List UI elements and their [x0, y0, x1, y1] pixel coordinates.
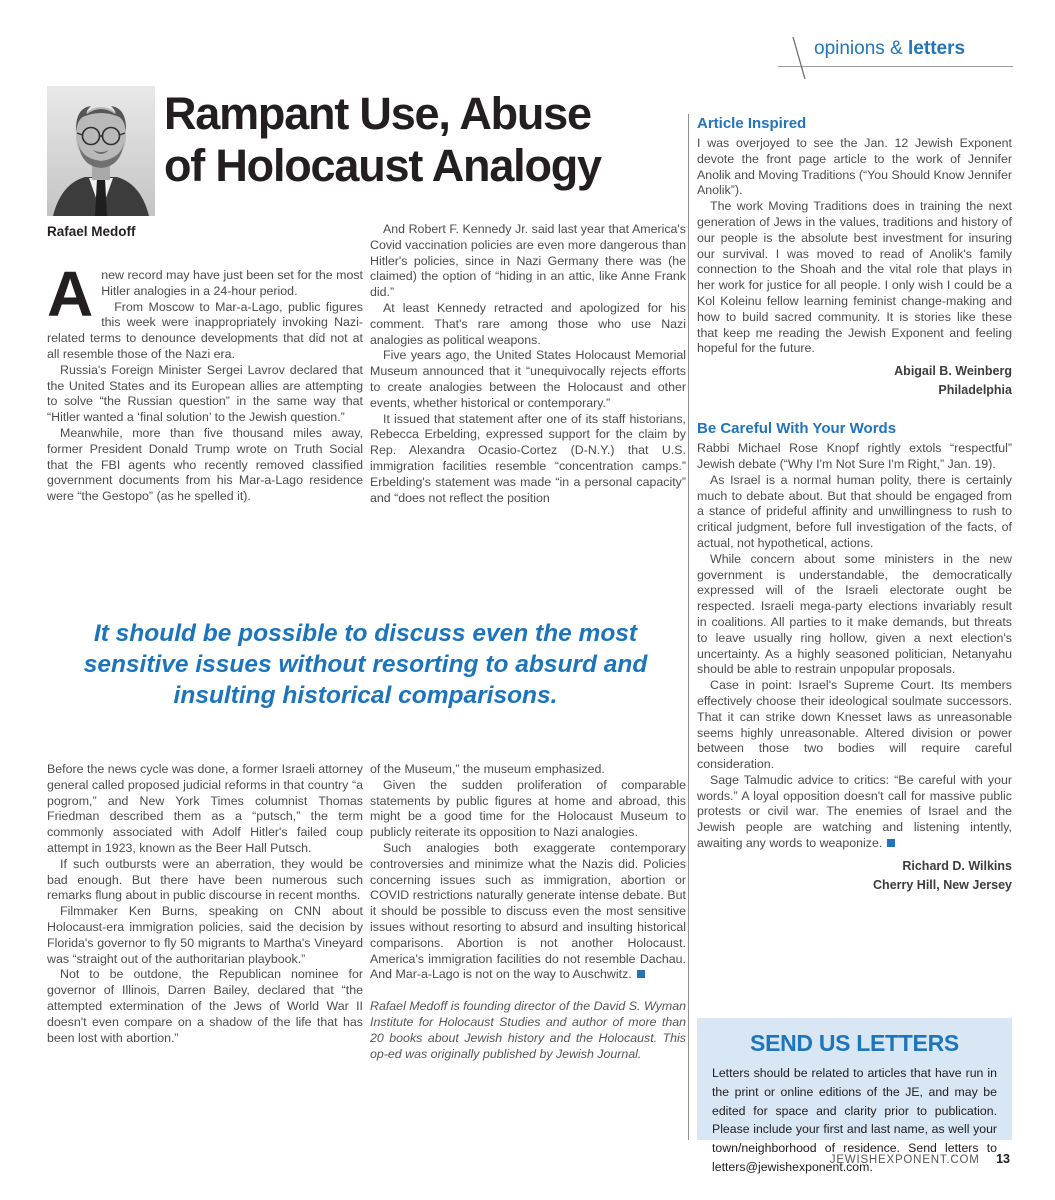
letters-column	[697, 115, 1012, 905]
signature-name: Richard D. Wilkins	[902, 858, 1012, 873]
signature-location: Philadelphia	[938, 383, 1012, 398]
article-paragraph: Filmmaker Ken Burns, speaking on CNN about Holocaust-era immigration policies, said the decision by Florida's governor to fly 50 migrants to Martha's Vineyard was “straight out of the authoritarian playbook.”	[47, 904, 363, 966]
column-divider	[688, 114, 689, 1140]
signature-name: Abigail B. Weinberg	[894, 364, 1012, 379]
author-bio: Rafael Medoff is founding director of the David S. Wyman Institute for Holocaust Studies and author of more than 20 books about Jewish history and the Holocaust. This op-ed was originally published by Jewish Journal.	[370, 999, 686, 1061]
pull-quote: It should be possible to discuss even the most sensitive issues without resorting to absurd and insulting historical comparisons.	[83, 620, 648, 709]
letter-heading-article-inspired: Article Inspired	[697, 115, 807, 132]
section-title-light: opinions &	[814, 38, 903, 59]
article-paragraph: Given the sudden proliferation of comparable statements by public figures at home and abroad, this might be a good time for the Holocaust Museum to publicly reiterate its opposition to Nazi analogies.	[370, 777, 686, 840]
article-paragraph: new record may have just been set for the most Hitler analogies in a 24-hour period.	[101, 268, 363, 298]
article-column-2-upper	[370, 222, 686, 506]
letter-signature	[697, 857, 1012, 895]
letter-paragraph: As Israel is a normal human polity, there is certainly much to debate about. But that should be engaged from a stance of prideful affinity and unwillingness to rush to critical judgment, before full investigation of the facts, of actual, not hypothetical, actions.	[697, 472, 1012, 550]
drop-cap: A	[47, 258, 94, 330]
article-paragraph-text: Such analogies both exaggerate contemporary controversies and minimize what the Nazis did. Policies concerning issues such as immigration, abortion or COVID restrictions naturally generate intense debate. But it should be possible to discuss even the most sensitive issues without resorting to absurd and insulting historical comparisons. Abortion is not another Holocaust. America's immigration facilities do not resemble Dachau. And Mar-a-Lago is not on the way to Auschwitz.	[370, 840, 686, 982]
letter-paragraph	[697, 773, 1012, 852]
letter-paragraph: Rabbi Michael Rose Knopf rightly extols “respectful” Jewish debate (“Why I'm Not Sure I'm Right,” Jan. 19).	[697, 441, 1012, 471]
author-photo	[47, 86, 155, 216]
article-paragraph: Russia's Foreign Minister Sergei Lavrov declared that the United States and its European allies are attempting to solve “the Russian question” in the same way that “Hitler wanted a ‘final solution’ to the Jewish question.”	[47, 362, 363, 425]
letter-body	[697, 136, 1012, 357]
article-paragraph: It issued that statement after one of its staff historians, Rebecca Erbelding, expressed support for the claim by Rep. Alexandra Ocasio-Cortez (D-N.Y.) that U.S. immigration facilities resemble “concentration camps.” Erbelding's statement was made “in a personal capacity” and “does not reflect the position	[370, 411, 686, 505]
article-paragraph: And Robert F. Kennedy Jr. said last year that America's Covid vaccination policies are even more dangerous than Hitler's policies, since in Nazi Germany there was (he claimed) the option of “hiding in an attic, like Anne Frank did.”	[370, 222, 686, 300]
article-column-2-lower	[370, 762, 686, 1062]
article-paragraph	[370, 841, 686, 983]
letter-paragraph: Case in point: Israel's Supreme Court. Its members effectively choose their ideological soulmate successors. That it can strike down Knesset laws as unreasonable seems highly unreasonable. Altered division or power between those two bodies will require careful consideration.	[697, 678, 1012, 772]
article-paragraph: Five years ago, the United States Holocaust Memorial Museum announced that it “unequivocally rejects efforts to create analogies between the Holocaust and other events, whether historical or contemporary.”	[370, 348, 686, 410]
article-paragraph: Meanwhile, more than five thousand miles away, former President Donald Trump wrote on Truth Social that the FBI agents who recently removed classified government documents from his Mar-a-Lago residence were “the Gestopo” (as he spelled it).	[47, 425, 363, 504]
header-slash-line	[792, 36, 806, 80]
header-rule	[778, 66, 1013, 67]
letter-end-mark	[887, 839, 895, 847]
headline-line2: of Holocaust Analogy	[164, 139, 601, 191]
letter-paragraph: The work Moving Traditions does in training the next generation of Jews in the values, traditions and history of our people is the absolute best investment for insuring our survival. I was moved to read of Anolik's family connection to the Shoah and the vital role that plays in her work for justice for all people. I only wish I could be a Kol Koleinu fellow learning feminist change-making and how to build sacred community. It is stories like these that keep me reading the Jewish Exponent and feeling hopeful for the future.	[697, 199, 1012, 356]
article-paragraph: If such outbursts were an aberration, they would be bad enough. But there have been numerous such remarks flung about in public discourse in recent months.	[47, 856, 363, 903]
headline-line1: Rampant Use, Abuse	[164, 88, 591, 139]
footer-site-name: JEWISHEXPONENT.COM	[829, 1154, 980, 1166]
letter-body	[697, 441, 1012, 852]
signature-location: Cherry Hill, New Jersey	[873, 877, 1012, 892]
article-headline	[164, 88, 694, 192]
article-paragraph: At least Kennedy retracted and apologized for his comment. That's rare among those who use Nazi analogies as political weapons.	[370, 300, 686, 347]
section-header	[778, 30, 1013, 78]
footer-page-number: 13	[996, 1152, 1010, 1166]
article-paragraph: From Moscow to Mar-a-Lago, public figures this week were inappropriately invoking Nazi-related terms to denounce developments that did not at all resemble those of the Nazi era.	[47, 299, 363, 361]
article-paragraph: of the Museum,” the museum emphasized.	[370, 762, 605, 776]
article-column-1-upper	[47, 258, 363, 505]
section-title-bold: letters	[908, 38, 966, 59]
send-us-letters-body: Letters should be related to articles that have run in the print or online editions of the JE, and may be edited for space and clarity prior to publication. Please include your first and last name, as well your town/neighborhood of residence. Send letters to letters@jewishexponent.com.	[712, 1066, 997, 1174]
article-byline: Rafael Medoff	[47, 224, 136, 239]
page-footer	[830, 1150, 1010, 1168]
send-us-letters-title: SEND US LETTERS	[750, 1030, 959, 1056]
section-title	[814, 38, 965, 60]
article-end-mark	[637, 970, 645, 978]
article-paragraph: Before the news cycle was done, a former Israeli attorney general called proposed judicial reforms in that country “a pogrom,” and New York Times columnist Thomas Friedman described them as a “putsch,” the term commonly associated with Adolf Hitler's failed coup attempt in 1923, known as the Beer Hall Putsch.	[47, 762, 363, 855]
letter-signature	[697, 362, 1012, 400]
letter-paragraph-text: Sage Talmudic advice to critics: “Be careful with your words.” A loyal opposition doesn't call for massive public protests or civil war. The enemies of Israel and the Jewish people are watching and listening intently, awaiting any words to weaponize.	[697, 772, 1012, 851]
article-paragraph: Not to be outdone, the Republican nominee for governor of Illinois, Darren Bailey, declared that “the attempted extermination of the Jews of World War II doesn't even compare on a shadow of the life that has been lost with abortion.”	[47, 967, 363, 1045]
letter-paragraph: While concern about some ministers in the new government is understandable, the democratically expressed will of the Israeli electorate ought be respected. Israeli mega-party elections invariably result in coalitions. All parties to it make demands, but threats to leave usually ring hollow, given a next election's uncertainty. As a highly seasoned politician, Netanyahu should be able to restrain unpopular proposals.	[697, 551, 1012, 677]
letter-heading-be-careful: Be Careful With Your Words	[697, 420, 897, 438]
letter-paragraph: I was overjoyed to see the Jan. 12 Jewish Exponent devote the front page article to the work of Jennifer Anolik and Moving Traditions (“You Should Know Jennifer Anolik”).	[697, 136, 1012, 198]
article-column-1-lower	[47, 762, 363, 1046]
